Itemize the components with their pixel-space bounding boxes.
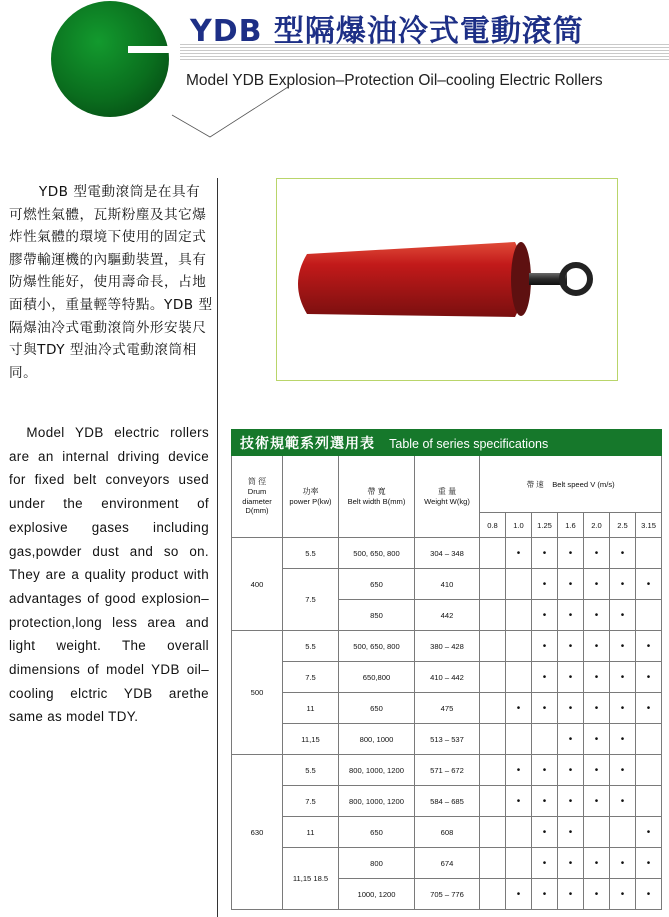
- cell-weight: 304 – 348: [415, 538, 480, 569]
- cell-speed-mark: •: [558, 693, 584, 724]
- header-diameter-en: Drum diameter D(mm): [242, 487, 272, 516]
- description-cn: [9, 181, 214, 384]
- cell-speed-mark: •: [610, 631, 636, 662]
- specifications-table: [231, 429, 662, 910]
- cell-belt-width: 500, 650, 800: [339, 631, 415, 662]
- cell-power: 7.5: [283, 569, 339, 631]
- cell-speed-mark: •: [610, 693, 636, 724]
- description-cn-text: YDB 型電動滾筒是在具有可燃性氣體，瓦斯粉塵及其它爆炸性氣體的環境下使用的固定式膠帶輸運機的內驅動裝置，具有防爆性能好，使用壽命長，占地面積小，重量輕等特點。YDB 型隔爆油冷式電動滾筒外形安裝尺寸與TDY 型油冷式電動滾筒相同。: [9, 184, 213, 381]
- cell-speed-mark: •: [532, 879, 558, 910]
- cell-speed-mark: •: [584, 786, 610, 817]
- cell-weight: 674: [415, 848, 480, 879]
- cell-speed-mark: [480, 600, 506, 631]
- header-power-en: power P(kw): [289, 496, 332, 506]
- cell-speed-mark: [480, 724, 506, 755]
- cell-speed-mark: •: [558, 631, 584, 662]
- roller-illustration: [277, 179, 617, 380]
- cell-belt-width: 500, 650, 800: [339, 538, 415, 569]
- speed-value: 0.8: [480, 513, 506, 538]
- cell-speed-mark: •: [584, 631, 610, 662]
- header-belt-en: Belt width B(mm): [347, 496, 406, 506]
- cell-weight: 705 – 776: [415, 879, 480, 910]
- cell-speed-mark: •: [636, 662, 662, 693]
- page-title-cn: YDB 型隔爆油冷式電動滾筒: [190, 14, 584, 49]
- cell-speed-mark: [480, 755, 506, 786]
- cell-speed-mark: •: [558, 786, 584, 817]
- cell-diameter: 400: [232, 538, 283, 631]
- cell-speed-mark: •: [636, 693, 662, 724]
- cell-speed-mark: [480, 569, 506, 600]
- cell-speed-mark: [480, 538, 506, 569]
- table-title-bar: [232, 430, 662, 456]
- header-diameter: [232, 456, 283, 538]
- table-row: [232, 631, 662, 662]
- cell-speed-mark: [532, 724, 558, 755]
- cell-diameter: 630: [232, 755, 283, 910]
- cell-speed-mark: [636, 724, 662, 755]
- cell-speed-mark: •: [636, 569, 662, 600]
- cell-weight: 513 – 537: [415, 724, 480, 755]
- green-sphere-logo: [51, 1, 169, 117]
- cell-speed-mark: [506, 600, 532, 631]
- cell-belt-width: 1000, 1200: [339, 879, 415, 910]
- cell-speed-mark: [506, 631, 532, 662]
- cell-speed-mark: •: [610, 600, 636, 631]
- cell-speed-mark: •: [532, 631, 558, 662]
- cell-speed-mark: •: [558, 600, 584, 631]
- cell-speed-mark: •: [532, 817, 558, 848]
- cell-weight: 571 – 672: [415, 755, 480, 786]
- cell-speed-mark: •: [532, 662, 558, 693]
- cell-power: 11: [283, 817, 339, 848]
- cell-speed-mark: [506, 817, 532, 848]
- logo-notch: [128, 46, 172, 53]
- cell-speed-mark: •: [532, 693, 558, 724]
- cell-weight: 380 – 428: [415, 631, 480, 662]
- cell-belt-width: 800: [339, 848, 415, 879]
- cell-speed-mark: •: [532, 569, 558, 600]
- cell-speed-mark: •: [636, 848, 662, 879]
- cell-speed-mark: [636, 786, 662, 817]
- cell-power: 7.5: [283, 786, 339, 817]
- table-row: [232, 662, 662, 693]
- table-title-cn: 技術規範系列選用表: [240, 434, 375, 451]
- cell-speed-mark: •: [506, 693, 532, 724]
- cell-speed-mark: •: [610, 662, 636, 693]
- cell-speed-mark: [636, 538, 662, 569]
- cell-speed-mark: •: [610, 879, 636, 910]
- cell-speed-mark: •: [584, 724, 610, 755]
- table-row: [232, 569, 662, 600]
- cell-speed-mark: •: [636, 817, 662, 848]
- cell-power: 5.5: [283, 538, 339, 569]
- cell-speed-mark: •: [610, 755, 636, 786]
- speed-value: 2.5: [610, 513, 636, 538]
- decorative-line: [170, 85, 290, 145]
- cell-speed-mark: •: [610, 848, 636, 879]
- cell-weight: 475: [415, 693, 480, 724]
- cell-power: 7.5: [283, 662, 339, 693]
- cell-weight: 584 – 685: [415, 786, 480, 817]
- column-divider: [217, 178, 218, 917]
- cell-speed-mark: [636, 600, 662, 631]
- header-diameter-cn: 筒 徑: [247, 477, 267, 487]
- table-row: [232, 786, 662, 817]
- header-weight-cn: 重 量: [437, 486, 457, 496]
- cell-speed-mark: •: [610, 569, 636, 600]
- table-row: [232, 817, 662, 848]
- cell-speed-mark: •: [584, 693, 610, 724]
- cell-speed-mark: •: [532, 600, 558, 631]
- cell-speed-mark: [506, 569, 532, 600]
- cell-speed-mark: •: [532, 538, 558, 569]
- cell-belt-width: 650: [339, 693, 415, 724]
- cell-speed-mark: •: [636, 631, 662, 662]
- cell-power: 11,15 18.5: [283, 848, 339, 910]
- cell-belt-width: 800, 1000, 1200: [339, 755, 415, 786]
- cell-speed-mark: •: [610, 786, 636, 817]
- table-row: [232, 538, 662, 569]
- table-row: [232, 755, 662, 786]
- product-photo: [276, 178, 618, 381]
- cell-speed-mark: •: [584, 848, 610, 879]
- cell-speed-mark: •: [584, 600, 610, 631]
- cell-belt-width: 650: [339, 569, 415, 600]
- cell-speed-mark: •: [532, 786, 558, 817]
- cell-weight: 410: [415, 569, 480, 600]
- speed-value: 3.15: [636, 513, 662, 538]
- cell-speed-mark: •: [610, 724, 636, 755]
- table-row: [232, 848, 662, 879]
- cell-belt-width: 800, 1000: [339, 724, 415, 755]
- speed-value: 2.0: [584, 513, 610, 538]
- table-row: [232, 724, 662, 755]
- page-title-en: Model YDB Explosion–Protection Oil–cooling Electric Rollers: [186, 72, 603, 89]
- speed-value: 1.6: [558, 513, 584, 538]
- cell-speed-mark: •: [558, 724, 584, 755]
- cell-weight: 442: [415, 600, 480, 631]
- cell-weight: 410 – 442: [415, 662, 480, 693]
- cell-speed-mark: •: [558, 879, 584, 910]
- cell-speed-mark: •: [506, 755, 532, 786]
- cell-belt-width: 800, 1000, 1200: [339, 786, 415, 817]
- table-row: [232, 693, 662, 724]
- cell-speed-mark: •: [558, 662, 584, 693]
- cell-speed-mark: [506, 662, 532, 693]
- cell-speed-mark: •: [610, 538, 636, 569]
- cell-power: 5.5: [283, 631, 339, 662]
- cell-speed-mark: [506, 848, 532, 879]
- cell-speed-mark: [610, 817, 636, 848]
- cell-speed-mark: •: [506, 538, 532, 569]
- cell-speed-mark: •: [558, 755, 584, 786]
- cell-speed-mark: •: [584, 569, 610, 600]
- cell-speed-mark: [480, 817, 506, 848]
- header-weight: [415, 456, 480, 538]
- cell-power: 5.5: [283, 755, 339, 786]
- cell-power: 11: [283, 693, 339, 724]
- cell-speed-mark: •: [584, 538, 610, 569]
- speed-value: 1.0: [506, 513, 532, 538]
- cell-speed-mark: [506, 724, 532, 755]
- cell-speed-mark: •: [558, 569, 584, 600]
- cell-speed-mark: [480, 879, 506, 910]
- cell-speed-mark: •: [584, 879, 610, 910]
- description-en-text: Model YDB electric rollers are an internal driving device for fixed belt conveyors used under the environment of explosive gases including gas,powder dust and so on. They are a quality product with advantages of good explosion–protection,long less area and light weight. The overall dimensions of model YDB oil–cooling elctric YDB arethe same as model TDY.: [9, 425, 209, 725]
- cell-speed-mark: •: [558, 848, 584, 879]
- header-belt-width: [339, 456, 415, 538]
- description-en: [9, 421, 209, 729]
- header-belt-speed: [480, 456, 662, 513]
- header-speed-en: Belt speed V (m/s): [552, 479, 615, 489]
- cell-speed-mark: •: [584, 755, 610, 786]
- cell-speed-mark: [480, 848, 506, 879]
- cell-speed-mark: •: [636, 879, 662, 910]
- speed-value: 1.25: [532, 513, 558, 538]
- cell-speed-mark: •: [558, 817, 584, 848]
- cell-speed-mark: •: [506, 786, 532, 817]
- header-speed-cn: 帶 速: [526, 479, 544, 489]
- cell-speed-mark: •: [506, 879, 532, 910]
- cell-speed-mark: •: [558, 538, 584, 569]
- table-body: [232, 538, 662, 910]
- cell-power: 11,15: [283, 724, 339, 755]
- header-power-cn: 功率: [302, 486, 319, 496]
- cell-speed-mark: [480, 631, 506, 662]
- cell-belt-width: 650,800: [339, 662, 415, 693]
- cell-belt-width: 850: [339, 600, 415, 631]
- cell-speed-mark: [480, 662, 506, 693]
- header-power: [283, 456, 339, 538]
- cell-speed-mark: •: [584, 662, 610, 693]
- cell-speed-mark: [636, 755, 662, 786]
- cell-speed-mark: •: [532, 848, 558, 879]
- header-weight-en: Weight W(kg): [424, 496, 470, 506]
- cell-belt-width: 650: [339, 817, 415, 848]
- cell-speed-mark: [480, 786, 506, 817]
- header-belt-cn: 帶 寬: [367, 486, 386, 496]
- cell-speed-mark: [480, 693, 506, 724]
- cell-weight: 608: [415, 817, 480, 848]
- table-title-en: Table of series specifications: [389, 436, 549, 451]
- cell-speed-mark: •: [532, 755, 558, 786]
- cell-diameter: 500: [232, 631, 283, 755]
- cell-speed-mark: [584, 817, 610, 848]
